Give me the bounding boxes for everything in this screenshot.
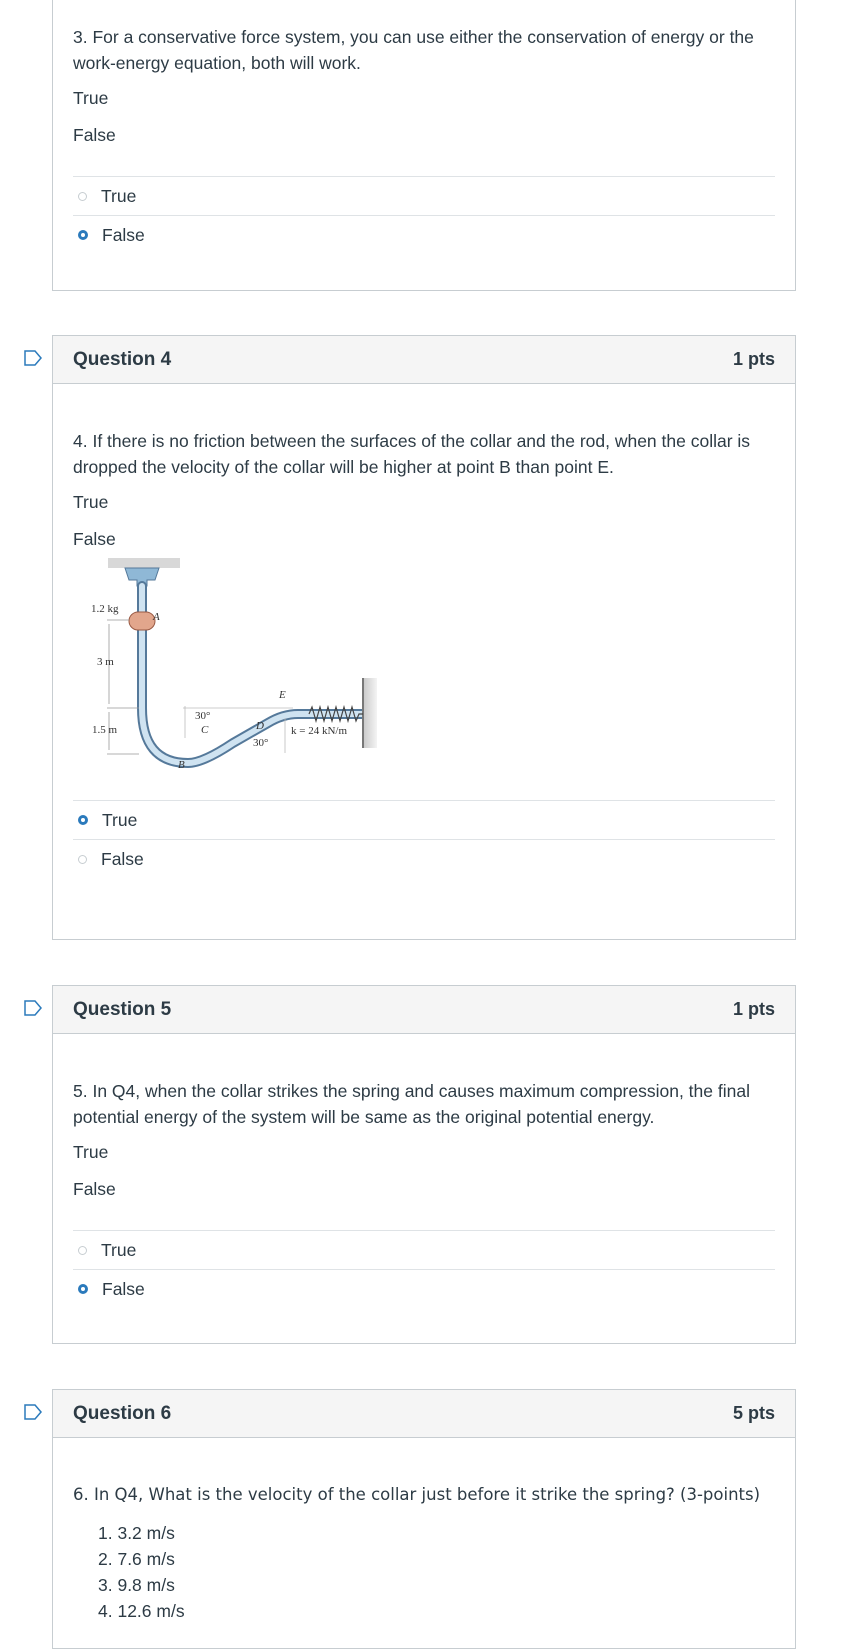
label-point-b: B	[178, 759, 185, 771]
radio-selected-icon[interactable]	[78, 230, 88, 240]
bookmark-flag-icon[interactable]	[24, 1000, 42, 1016]
label-point-a: A	[153, 611, 160, 623]
radio-unselected-icon[interactable]	[78, 192, 87, 201]
question-4-answer-false[interactable]	[73, 839, 775, 878]
ceiling-support	[108, 558, 180, 568]
label-point-d: D	[256, 720, 264, 732]
wall	[363, 678, 377, 748]
label-angle-c: 30°	[195, 710, 211, 722]
question-4-card	[52, 335, 796, 940]
question-5-card	[52, 985, 796, 1344]
collar-rod-diagram	[73, 558, 393, 788]
label-length-3m: 3 m	[97, 656, 114, 668]
question-6-card	[52, 1389, 796, 1649]
question-3-line-true: True	[73, 88, 109, 108]
question-5-answers	[73, 1230, 775, 1308]
question-3-line-false: False	[73, 125, 116, 145]
question-3-answer-false[interactable]	[73, 215, 775, 254]
question-3-answers	[73, 176, 775, 254]
question-4-body	[53, 384, 795, 878]
answer-label: True	[101, 1239, 137, 1260]
question-5-answer-false[interactable]	[73, 1269, 775, 1308]
label-length-1-5m: 1.5 m	[92, 724, 118, 736]
question-4-points: 1 pts	[732, 349, 775, 369]
question-4-header	[53, 336, 795, 384]
radio-selected-icon[interactable]	[78, 815, 88, 825]
question-4-line-true: True	[73, 492, 109, 512]
question-6-title: Question 6	[73, 1402, 172, 1424]
radio-selected-icon[interactable]	[78, 1284, 88, 1294]
question-5-answer-true[interactable]	[73, 1230, 775, 1269]
question-4-answer-true[interactable]	[73, 800, 775, 839]
label-mass: 1.2 kg	[91, 603, 119, 615]
question-5-header	[53, 986, 795, 1034]
question-5-body	[53, 1034, 795, 1308]
question-3-body	[53, 0, 795, 254]
bookmark-flag-icon[interactable]	[24, 1404, 42, 1420]
question-5-points: 1 pts	[732, 999, 775, 1019]
question-5-line-false: False	[73, 1179, 116, 1199]
question-4-title: Question 4	[73, 348, 172, 370]
radio-unselected-icon[interactable]	[78, 1246, 87, 1255]
option-item: 2. 7.6 m/s	[98, 1549, 175, 1569]
collar	[129, 612, 155, 630]
label-angle-d: 30°	[253, 737, 269, 749]
question-3-answer-true[interactable]	[73, 176, 775, 215]
question-4-line-false: False	[73, 529, 116, 549]
radio-unselected-icon[interactable]	[78, 855, 87, 864]
bookmark-flag-icon[interactable]	[24, 350, 42, 366]
answer-label: False	[101, 848, 144, 869]
question-3-text: 3. For a conservative force system, you can use either the conservation of energy or the work-energy equation, both will work.	[73, 27, 754, 73]
answer-label: True	[102, 809, 138, 830]
label-spring-k: k = 24 kN/m	[291, 725, 348, 737]
question-5-line-true: True	[73, 1142, 109, 1162]
label-point-c: C	[201, 724, 209, 736]
question-5-title: Question 5	[73, 998, 172, 1020]
question-6-points: 5 pts	[732, 1403, 775, 1423]
option-item: 3. 9.8 m/s	[98, 1575, 175, 1595]
question-4-text: 4. If there is no friction between the surfaces of the collar and the rod, when the collar is dropped the velocity of the collar will be higher at point B than point E.	[73, 431, 751, 477]
question-6-header	[53, 1390, 795, 1438]
question-3-card	[52, 0, 796, 291]
label-point-e: E	[279, 689, 286, 701]
answer-label: True	[101, 185, 137, 206]
question-6-options	[73, 1520, 775, 1624]
option-item: 1. 3.2 m/s	[98, 1523, 175, 1543]
question-6-body	[53, 1438, 795, 1624]
question-4-answers	[73, 800, 775, 878]
question-6-text: 6. In Q4, What is the velocity of the collar just before it strike the spring? (3-points)	[73, 1485, 761, 1504]
question-5-text: 5. In Q4, when the collar strikes the spring and causes maximum compression, the final potential energy of the system will be same as the original potential energy.	[73, 1081, 750, 1127]
answer-label: False	[102, 1278, 145, 1299]
answer-label: False	[102, 224, 145, 245]
option-item: 4. 12.6 m/s	[98, 1601, 185, 1621]
